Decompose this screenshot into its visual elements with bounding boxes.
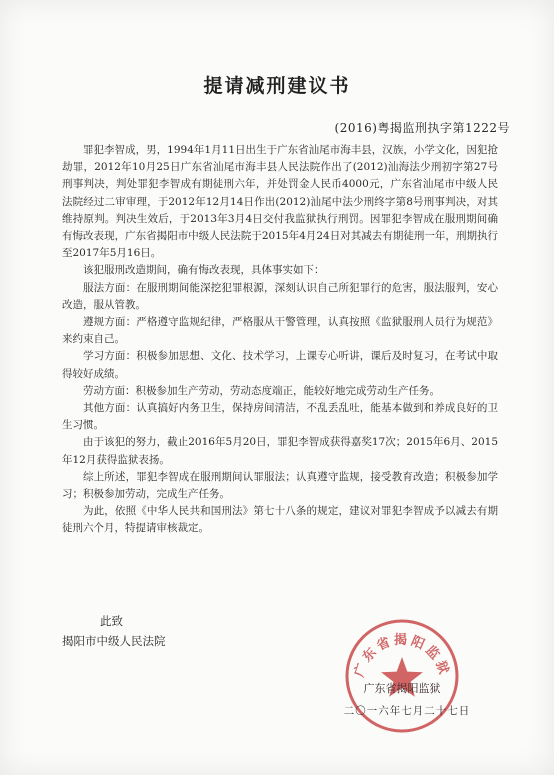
- document-number: (2016)粤揭监刑执字第1222号: [334, 121, 510, 135]
- paragraph-recommendation: 为此，依照《中华人民共和国刑法》第七十八条的规定，建议对罪犯李智成予以减去有期徒刑六个月，特提请审核裁定。: [62, 505, 498, 535]
- document-date: 二〇一六年七月二十七日: [343, 705, 471, 717]
- closing-salutation: 此致: [100, 614, 123, 628]
- paragraph-discipline: 遵规方面：严格遵守监规纪律，严格服从干警管理，认真按照《监狱服刑人员行为规范》来约束自己。: [62, 316, 498, 346]
- svg-text:广东省揭阳监狱: 广东省揭阳监狱: [352, 633, 452, 680]
- paragraph-awards: 由于该犯的努力，截止2016年5月20日，罪犯李智成获得嘉奖17次；2015年6月、2015年12月获得监狱表扬。: [62, 436, 498, 466]
- closing-block: [62, 611, 282, 651]
- signatory: 广东省揭阳监狱: [363, 682, 441, 695]
- paragraph-intro: 该犯服刑改造期间，确有悔改表现，具体事实如下：: [83, 264, 325, 277]
- paragraph-labor: 劳动方面：积极参加生产劳动，劳动态度端正，能较好地完成劳动生产任务。: [83, 384, 440, 397]
- paragraph-case-history: 罪犯李智成，男，1994年1月11日出生于广东省汕尾市海丰县，汉族，小学文化，因犯抢劫罪，2012年10月25日广东省汕尾市海丰县人民法院作出了(2012)汕海法少刑初字第27号刑事判决，判处罪犯李智成有期徒刑六年，并处罚金人民币4000元，广东省汕尾市中级人民法院经过二审审理，于2012年12月14日作出(2012)汕尾中法少刑终字第8号刑事判决，对其维持原判。判决生效后，于2013年3月4日交付我监狱执行刑罚。因罪犯李智成在服刑期间确有悔改表现，广东省揭阳市中级人民法院于2015年4月24日对其减去有期徒刑一年，刑期执行至2017年5月16日。: [62, 144, 498, 260]
- document-title: 提请减刑建议书: [203, 75, 351, 97]
- paragraph-other: 其他方面：认真搞好内务卫生，保持房间清洁，不乱丢乱吐，能基本做到和养成良好的卫生习惯。: [62, 402, 498, 432]
- closing-recipient: 揭阳市中级人民法院: [62, 634, 166, 648]
- paragraph-study: 学习方面：积极参加思想、文化、技术学习，上课专心听讲，课后及时复习，在考试中取得较好成绩。: [62, 350, 498, 380]
- document-body: [62, 142, 498, 538]
- paragraph-law-abiding: 服法方面：在服刑期间能深挖犯罪根源，深刻认识自己所犯罪行的危害，服法服判，安心改造，服从管教。: [62, 281, 498, 311]
- paragraph-summary: 综上所述，罪犯李智成在服刑期间认罪服法；认真遵守监规，接受教育改造；积极参加学习；积极参加劳动，完成生产任务。: [62, 470, 498, 501]
